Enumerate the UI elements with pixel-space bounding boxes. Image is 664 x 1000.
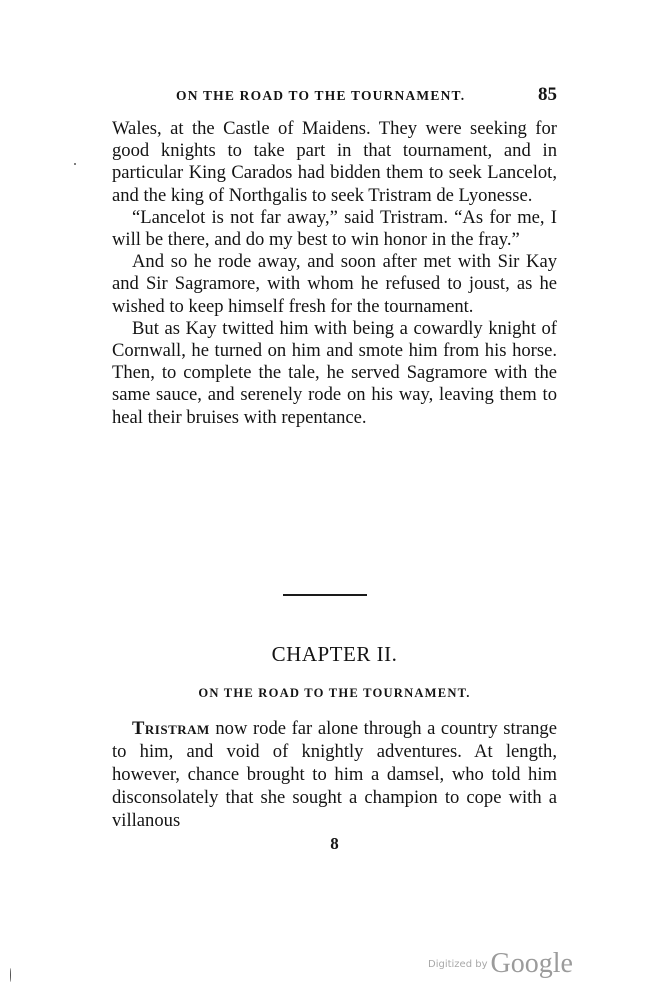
chapter-subtitle: ON THE ROAD TO THE TOURNAMENT. [198, 686, 471, 700]
chapter-title: CHAPTER II. [271, 642, 398, 666]
running-header [112, 84, 557, 108]
opening-word: Tristram [132, 718, 210, 739]
chapter-text [112, 717, 557, 832]
paragraph: And so he rode away, and soon after met with Sir Kay and Sir Sagramore, with whom he refused to joust, as he wished to keep himself fresh for the tournament. [112, 251, 557, 317]
section-divider [283, 594, 367, 596]
running-title: ON THE ROAD TO THE TOURNAMENT. [176, 88, 466, 103]
watermark-prefix: Digitized by [428, 958, 488, 970]
opening-text: now rode far alone through a country strange to him, and void of knightly adventures. At length, however, chance brought to him a damsel, who told him disconsolately that she sought a champion to cope with a villanous [112, 718, 557, 831]
body-text [112, 118, 557, 429]
digitization-watermark [428, 948, 573, 980]
page-number: 85 [538, 84, 557, 105]
chapter-paragraph [112, 717, 557, 832]
signature-mark: 8 [330, 834, 339, 853]
paragraph: “Lancelot is not far away,” said Tristram. “As for me, I will be there, and do my best to win honor in the fray.” [112, 206, 557, 251]
paper-speck [10, 968, 11, 982]
paper-speck [74, 163, 76, 165]
paragraph: But as Kay twitted him with being a cowardly knight of Cornwall, he turned on him and smote him from his horse. Then, to complete the tale, he served Sagramore with the same sauce, and serenely rode on his way, leaving them to heal their bruises with repentance. [112, 317, 557, 428]
watermark-brand: Google [490, 948, 573, 979]
paragraph: Wales, at the Castle of Maidens. They were seeking for good knights to take part in that tournament, and in particular King Carados had bidden them to seek Lancelot, and the king of Northgalis to seek Tristram de Lyonesse. [112, 118, 557, 206]
